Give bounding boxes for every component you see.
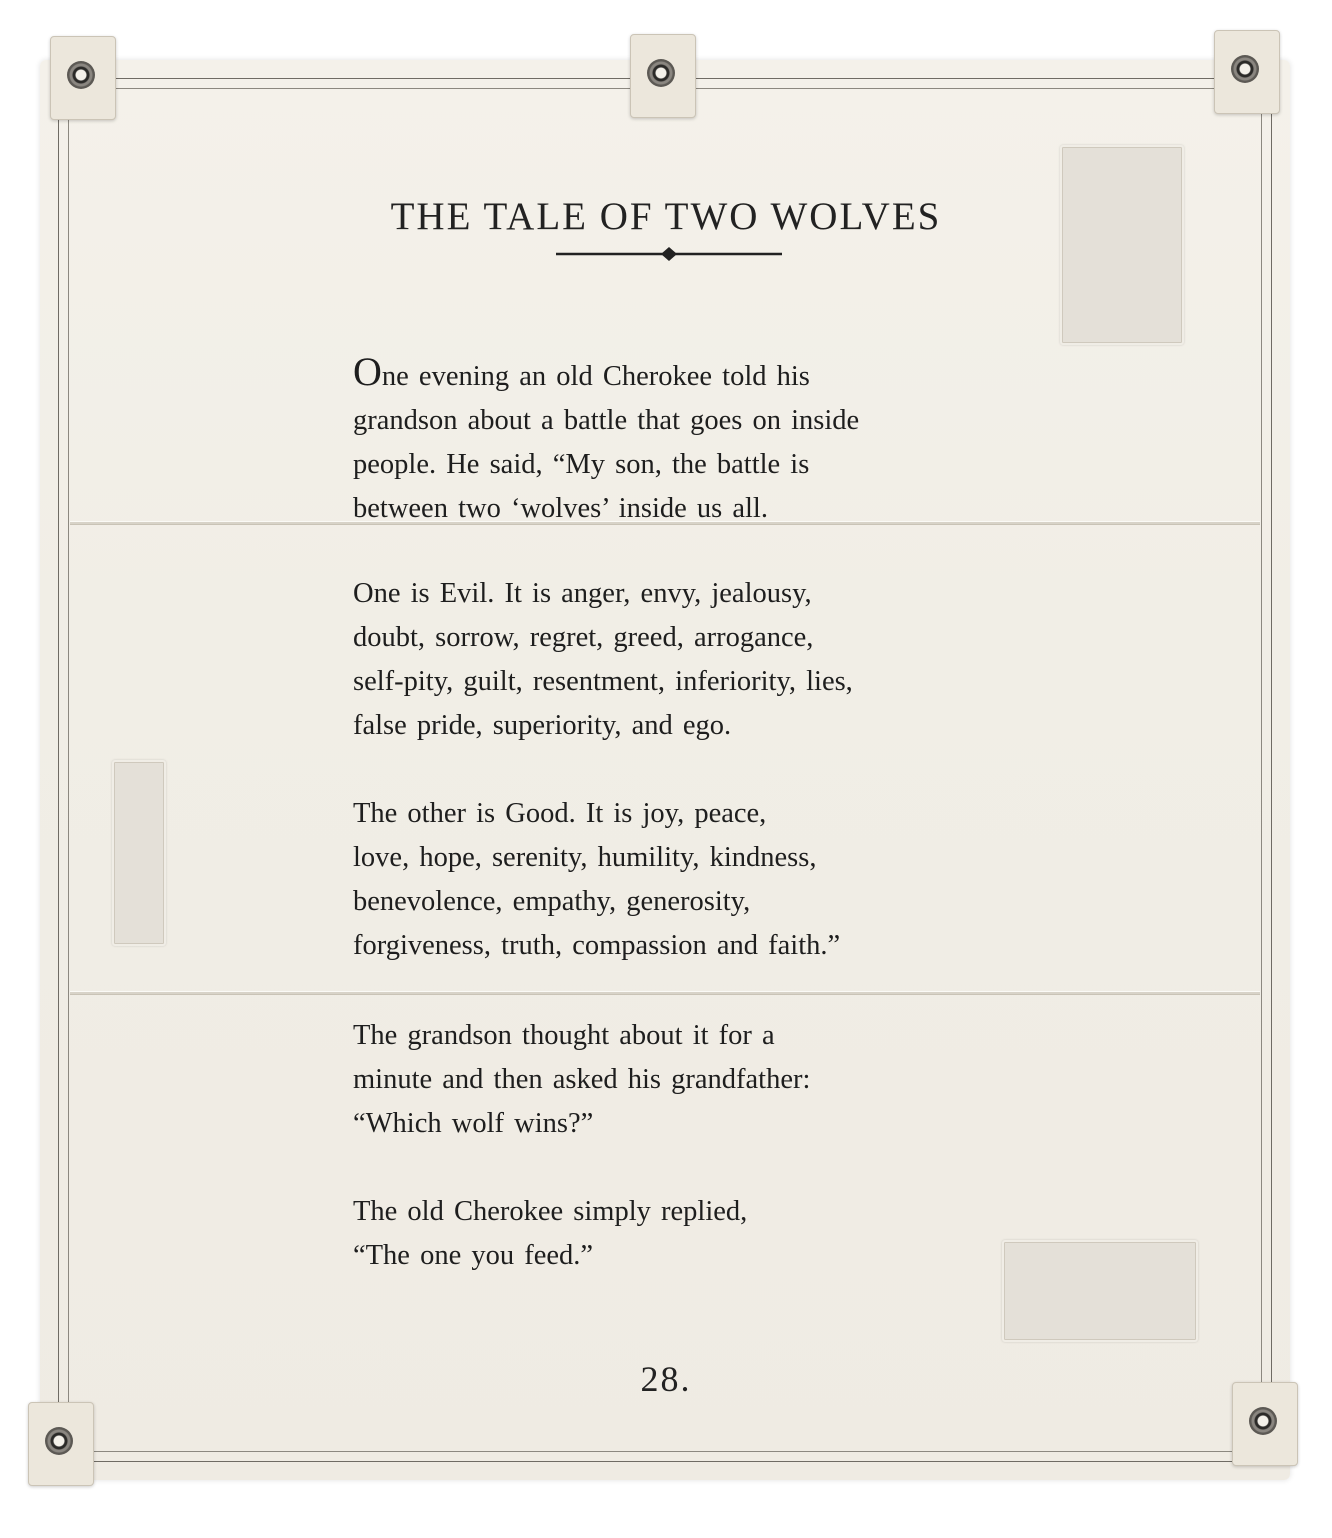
story-line: people. He said, “My son, the battle is (353, 449, 810, 480)
story-line: forgiveness, truth, compassion and faith.” (353, 930, 841, 961)
page-title: THE TALE OF TWO WOLVES (390, 195, 942, 239)
story-line: “The one you feed.” (353, 1240, 594, 1271)
story-line: The grandson thought about it for a (353, 1020, 775, 1051)
story-line (353, 350, 859, 399)
page-number: 28. (640, 1359, 692, 1399)
grommet-tab-top-left (50, 36, 116, 120)
paragraph-4 (353, 1014, 810, 1146)
fabric-patch-bottom-right (1002, 1240, 1198, 1342)
story-line: false pride, superiority, and ego. (353, 710, 732, 741)
story-line: doubt, sorrow, regret, greed, arrogance, (353, 622, 814, 653)
story-line: The other is Good. It is joy, peace, (353, 798, 767, 829)
grommet-icon (1231, 55, 1259, 83)
story-line: One is Evil. It is anger, envy, jealousy, (353, 578, 812, 609)
grommet-icon (45, 1427, 73, 1455)
story-line: “Which wolf wins?” (353, 1108, 594, 1139)
first-line-text: ne evening an old Cherokee told his (381, 361, 810, 392)
story-line: minute and then asked his grandfather: (353, 1064, 811, 1095)
grommet-icon (647, 59, 675, 87)
grommet-icon (1249, 1407, 1277, 1435)
fabric-patch-left (112, 760, 166, 946)
paragraph-2 (353, 572, 853, 748)
grommet-tab-top-middle (630, 34, 696, 118)
drop-cap: O (353, 349, 382, 394)
paragraph-3 (353, 792, 840, 968)
story-line: love, hope, serenity, humility, kindness, (353, 842, 817, 873)
grommet-icon (67, 61, 95, 89)
story-line: benevolence, empathy, generosity, (353, 886, 751, 917)
story-line: between two ‘wolves’ inside us all. (353, 493, 768, 524)
paragraph-1 (353, 350, 859, 531)
grommet-tab-top-right (1214, 30, 1280, 114)
story-line: grandson about a battle that goes on inside (353, 405, 860, 436)
grommet-tab-bottom-left (28, 1402, 94, 1486)
fabric-seam-lower (70, 992, 1260, 994)
ornamental-divider-icon (556, 245, 782, 263)
story-line: self-pity, guilt, resentment, inferiority, lies, (353, 666, 853, 697)
paragraph-5 (353, 1190, 747, 1278)
fabric-patch-top-right (1060, 145, 1184, 345)
story-line: The old Cherokee simply replied, (353, 1196, 748, 1227)
